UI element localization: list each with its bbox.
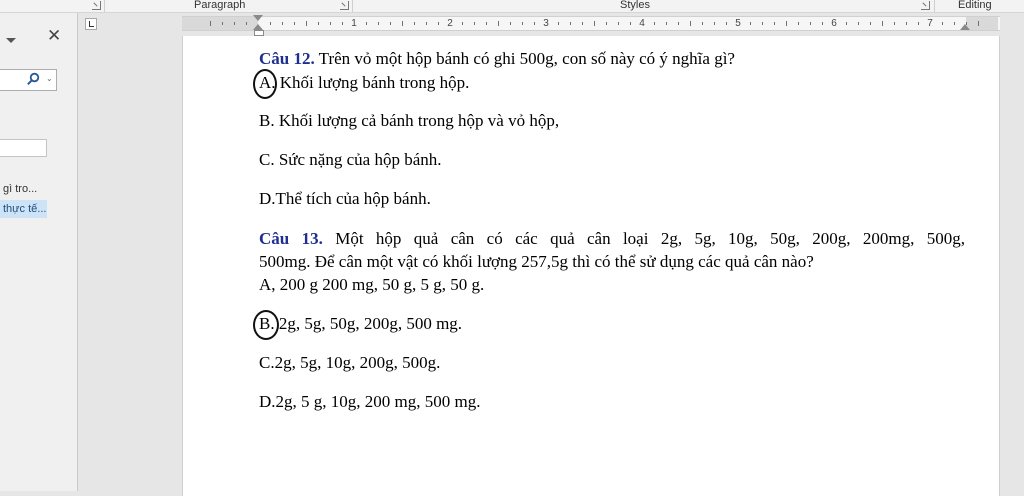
ruler-tick	[270, 22, 271, 25]
ruler-tick	[558, 22, 559, 25]
ruler-tick	[582, 22, 583, 25]
nav-results-field[interactable]	[0, 139, 47, 157]
ribbon-group-labels	[0, 0, 1024, 13]
ruler-tick	[702, 22, 703, 25]
ruler-tick	[486, 22, 487, 25]
first-line-indent-marker[interactable]	[253, 15, 263, 21]
chevron-down-icon[interactable]	[6, 38, 16, 43]
close-icon[interactable]: ✕	[47, 26, 62, 45]
ruler-tick	[714, 22, 715, 25]
styles-group-label: Styles	[620, 0, 650, 11]
navigation-pane	[0, 13, 78, 491]
ruler-tick	[858, 22, 859, 25]
ruler-tick	[402, 21, 403, 26]
ruler-tick	[570, 22, 571, 25]
ruler-tick	[522, 22, 523, 25]
search-options-chevron-icon[interactable]: ⌄	[46, 74, 53, 83]
ruler-tick	[906, 22, 907, 25]
document-page[interactable]	[182, 36, 1000, 496]
q13-option-d: D.2g, 5 g, 10g, 200 mg, 500 mg.	[259, 392, 481, 411]
ruler-tick	[594, 21, 595, 26]
ruler-number: 7	[927, 18, 933, 29]
ruler-tick	[954, 22, 955, 25]
ruler-tick	[294, 22, 295, 25]
ruler-tick	[378, 22, 379, 25]
ruler-tick	[462, 22, 463, 25]
question-12-text: Trên vỏ một hộp bánh có ghi 500g, con số này có ý nghĩa gì?	[314, 49, 735, 68]
paragraph-group-label: Paragraph	[194, 0, 246, 11]
answer-circle-mark	[253, 310, 279, 340]
ruler-number: 2	[447, 18, 453, 29]
ruler-tick	[210, 21, 211, 26]
ruler-tick	[774, 22, 775, 25]
q12-option-b: B. Khối lượng cả bánh trong hộp và vỏ hộp,	[259, 111, 560, 130]
question-12	[259, 49, 735, 69]
ruler-tick	[498, 21, 499, 26]
ruler-tick	[606, 22, 607, 25]
tab-stop-selector-icon[interactable]	[85, 18, 97, 30]
ruler-tick	[654, 22, 655, 25]
ruler-number: 5	[735, 18, 741, 29]
ruler-tick	[786, 21, 787, 26]
ruler-tick	[366, 22, 367, 25]
ruler-tick	[222, 22, 223, 25]
ruler-tick	[798, 22, 799, 25]
horizontal-ruler[interactable]	[182, 16, 1000, 31]
ruler-tick	[678, 22, 679, 25]
question-13-text: Một hộp quả cân có các quả cân loại 2g, 5g, 10g, 50g, 200g, 200mg, 500g,	[322, 229, 965, 248]
question-12-label: Câu 12.	[259, 49, 315, 68]
ruler-tick	[414, 22, 415, 25]
ruler-tick	[726, 22, 727, 25]
ruler-tick	[510, 22, 511, 25]
font-dialog-launcher-icon[interactable]	[92, 1, 101, 10]
search-icon[interactable]	[26, 72, 40, 86]
question-13-line-2: 500mg. Để cân một vật có khối lượng 257,5g thì có thể sử dụng các quả cân nào?	[259, 252, 814, 271]
right-indent-marker[interactable]	[960, 24, 970, 30]
ribbon-separator	[352, 0, 353, 12]
ruler-tick	[246, 22, 247, 25]
ruler-number: 6	[831, 18, 837, 29]
paragraph-dialog-launcher-icon[interactable]	[340, 1, 349, 10]
search-input[interactable]	[0, 69, 57, 91]
ruler-tick	[690, 21, 691, 26]
q13-option-a: A, 200 g 200 mg, 50 g, 5 g, 50 g.	[259, 275, 485, 294]
ruler-tick	[426, 22, 427, 25]
editing-group-label: Editing	[958, 0, 992, 11]
ruler-tick	[822, 22, 823, 25]
ruler-number: 3	[543, 18, 549, 29]
ruler-tick	[894, 22, 895, 25]
vertical-ruler	[79, 13, 103, 491]
ruler-number: 1	[351, 18, 357, 29]
ruler-tick	[234, 22, 235, 25]
ruler-tick	[750, 22, 751, 25]
ruler-tick	[282, 22, 283, 25]
ruler-tick	[330, 22, 331, 25]
q12-option-a: A. Khối lượng bánh trong hộp.	[259, 73, 470, 92]
ruler-right-margin	[966, 17, 998, 30]
ribbon-separator	[934, 0, 935, 12]
ruler-tick	[918, 22, 919, 25]
question-13-line-1	[259, 229, 965, 249]
q12-option-c: C. Sức nặng của hộp bánh.	[259, 150, 442, 169]
ruler-tick	[534, 22, 535, 25]
ruler-tick	[942, 22, 943, 25]
ruler-tick	[762, 22, 763, 25]
ruler-tick	[318, 22, 319, 25]
q13-option-c: C.2g, 5g, 10g, 200g, 500g.	[259, 353, 441, 372]
question-13-label: Câu 13.	[259, 229, 323, 248]
ruler-tick	[342, 22, 343, 25]
ruler-tick	[390, 22, 391, 25]
ruler-tick	[474, 22, 475, 25]
ruler-tick	[438, 22, 439, 25]
ruler-tick	[978, 21, 979, 26]
ruler-tick	[630, 22, 631, 25]
nav-result-item[interactable]: gì tro...	[3, 183, 38, 195]
ruler-tick	[306, 21, 307, 26]
ribbon-separator	[104, 0, 105, 12]
nav-result-item-selected[interactable]: thực tế...	[0, 200, 47, 218]
ruler-tick	[666, 22, 667, 25]
q13-option-b: B. 2g, 5g, 50g, 200g, 500 mg.	[259, 314, 463, 333]
ruler-tick	[618, 22, 619, 25]
answer-circle-mark	[253, 69, 277, 99]
ruler-tick	[846, 22, 847, 25]
ruler-tick	[810, 22, 811, 25]
styles-dialog-launcher-icon[interactable]	[921, 1, 930, 10]
ruler-tick	[870, 22, 871, 25]
q12-option-d: D.Thể tích của hộp bánh.	[259, 189, 431, 208]
ruler-number: 4	[639, 18, 645, 29]
ruler-tick	[882, 21, 883, 26]
